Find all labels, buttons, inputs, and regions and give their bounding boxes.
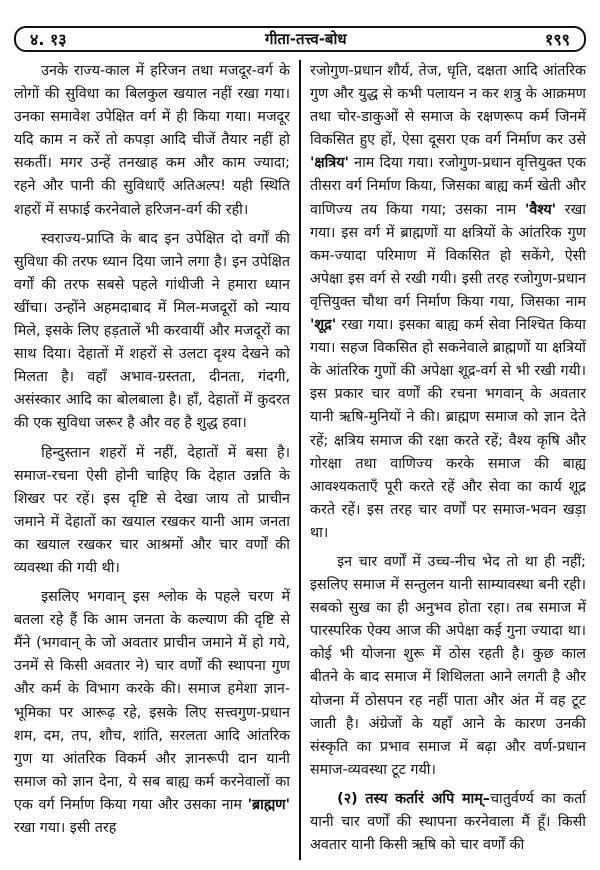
left-column xyxy=(14,60,290,840)
verse-quote: (२) तस्य कर्तारं अपि माम्– xyxy=(337,790,490,807)
paragraph xyxy=(14,586,290,840)
paragraph-text: रखा गया। इसका बाह्य कर्म सेवा निश्चित किया गया। सहज विकसित हो सकनेवाले ब्राह्मणों या क्षत्रियों के आंतरिक गुणों की अपेक्षा शूद्र-वर्ग से भी रखी गयी। इस प्रकार चार वर्णों की रचना भगवान् के अवतार यानी ऋषि-मुनियों ने की। ब्राह्मण समाज को ज्ञान देते रहें; क्षत्रिय समाज की रक्षा करते रहें; वैश्य कृषि और गोरक्षा तथा वाणिज्य करके समाज की बाह्य आवश्यकताएँ पूरी करते रहें और सेवा का कार्य शूद्र करते रहें। इस तरह चार वर्णों पर समाज-भवन खड़ा था। xyxy=(310,317,586,541)
term-vaishya: 'वैश्य' xyxy=(524,201,557,218)
paragraph-text: रखा गया। इसी तरह xyxy=(14,820,117,836)
paragraph: स्वराज्य-प्राप्ति के बाद इन उपेक्षित दो वर्गों की सुविधा की तरफ ध्यान दिया जाने लगा है। इन उपेक्षित वर्गों की तरफ सबसे पहले गांधीजी ने हमारा ध्यान खींचा। उन्होंने अहमदाबाद में मिल-मजदूरों को न्याय मिले, इसके लिए हड़तालें भी करवायीं और मजदूरों का साथ दिया। देहातों में शहरों से उलटा दृश्य देखने को मिलता है। वहाँ अभाव-ग्रस्तता, दीनता, गंदगी, असंस्कार आदि का बोलबाला है। हाँ, देहातों में कुदरत की एक सुविधा जरूर है और वह है शुद्ध हवा। xyxy=(14,230,290,432)
paragraph-text: रखा गया। इस वर्ग में ब्राह्मणों या क्षत्रियों के आंतरिक गुण कम-ज्यादा परिमाण में विकसित हो सकेंगे, ऐसी अपेक्षा इस वर्ग से रखी गयी। इसी तरह रजोगुण-प्रधान वृत्तियुक्त चौथा वर्ग निर्माण किया गया, जिसका नाम xyxy=(310,201,586,310)
page-header xyxy=(14,26,586,52)
paragraph-text: रजोगुण-प्रधान शौर्य, तेज, धृति, दक्षता आदि आंतरिक गुण और युद्ध से कभी पलायन न कर शत्रु के आक्रमण तथा चोर-डाकुओं से समाज के रक्षणरूप कर्म जिनमें विकसित हुए हों, ऐसा दूसरा एक वर्ग निर्माण कर उसे xyxy=(310,63,586,149)
paragraph: इन चार वर्णों में उच्च-नीच भेद तो था ही नहीं; इसलिए समाज में सन्तुलन यानी साम्यावस्था बनी रही। सबको सुख का ही अनुभव होता रहा। तब समाज में पारस्परिक ऐक्य आज की अपेक्षा कई गुना ज्यादा था। कोई भी योजना शुरू में ठोस रहती है। कुछ काल बीतने के बाद समाज में शिथिलता आने लगती है और योजना में ठोसपन रह नहीं पाता और अंत में वह टूट जाती है। अंग्रेजों के यहाँ आने के कारण उनकी संस्कृति का प्रभाव समाज में बढ़ा और वर्ण-प्रधान समाज-व्यवस्था टूट गयी। xyxy=(310,553,586,778)
column-divider xyxy=(299,60,301,860)
chapter-verse-number: ४. १३ xyxy=(30,30,67,49)
term-brahmin: 'ब्राह्मण' xyxy=(247,796,290,813)
term-shudra: 'शूद्र' xyxy=(310,317,337,334)
paragraph: हिन्दुस्तान शहरों में नहीं, देहातों में बसा है। समाज-रचना ऐसी होनी चाहिए कि देहात उन्नति के शिखर पर रहें। इस दृष्टि से देखा जाय तो प्राचीन जमाने में देहातों का खयाल रखकर यानी आम जनता का खयाल रखकर चार आश्रमों और चार वर्णों की व्यवस्था की गयी थी। xyxy=(14,444,290,576)
right-column xyxy=(310,60,586,857)
paragraph-text: चातुर्वर्ण्य का कर्ता यानी चार वर्णों की स्थापना करनेवाला मैं हूँ। किसी अवतार यानी किसी ऋषि को चार वर्णों की xyxy=(310,790,586,854)
paragraph-text: इसलिए भगवान् इस श्लोक के पहले चरण में बतला रहे हैं कि आम जनता के कल्याण की दृष्टि से मैंने (भगवान् के जो अवतार प्राचीन जमाने में हो गये, उनमें से किसी अवतार ने) चार वर्णों की स्थापना गुण और कर्म के विभाग करके की। समाज हमेशा ज्ञान-भूमिका पर आरूढ़ रहे, इसके लिए सत्त्वगुण-प्रधान शम, दम, तप, शौच, शांति, सरलता आदि आंतरिक गुण या आंतरिक विकर्म और ज्ञानरूपी दान यानी समाज को ज्ञान देना, ये सब बाह्य कर्म करनेवालों का एक वर्ग निर्माण किया गया और उसका नाम xyxy=(14,589,290,813)
page-number: १९९ xyxy=(545,30,570,49)
book-title: गीता-तत्त्व-बोध xyxy=(265,30,347,48)
paragraph: उनके राज्य-काल में हरिजन तथा मजदूर-वर्ग के लोगों की सुविधा का बिलकुल खयाल नहीं रखा गया। उनका समावेश उपेक्षित वर्ग में ही किया गया। मजदूर यदि काम न करें तो कपड़ा आदि चीजें तैयार नहीं हो सकतीं। मगर उन्हें तनखाह कम और काम ज्यादा; रहने और पानी की सुविधाएँ अतिअल्प! यही स्थिति शहरों में सफाई करनेवाले हरिजन-वर्ग की रही। xyxy=(14,63,290,218)
term-kshatriya: 'क्षत्रिय' xyxy=(310,155,349,172)
paragraph xyxy=(310,788,586,857)
paragraph xyxy=(310,60,586,545)
paragraph-text: नाम दिया गया। रजोगुण-प्रधान वृत्तियुक्त एक तीसरा वर्ग निर्माण किया, जिसका बाह्य कर्म खेती और वाणिज्य तय किया गया; उसका नाम xyxy=(310,155,586,218)
